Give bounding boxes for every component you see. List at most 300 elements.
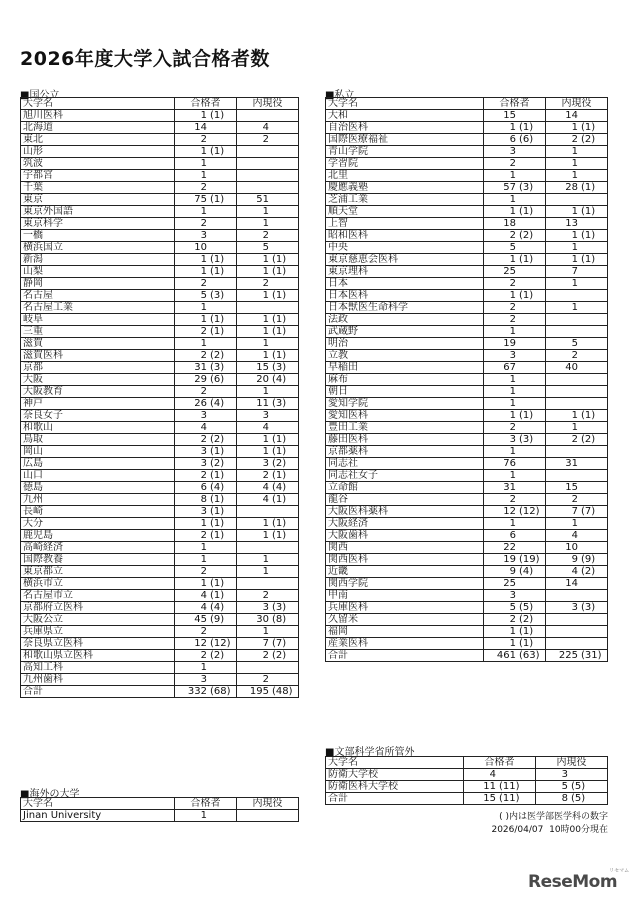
passed-count: 1 [200,266,207,277]
passed-count: 1 [200,158,207,169]
passed-count: 1 [200,254,207,265]
passed-cell [484,578,546,590]
university-name: 龍谷 [326,494,484,506]
passed-count: 2 [200,326,207,337]
passed-medical-count: (11) [499,793,520,804]
table-row [21,410,299,422]
enrolled-medical-count: (1) [272,326,287,337]
enrolled-cell [237,314,299,326]
university-name: 名古屋工業 [21,302,175,314]
enrolled-medical-count: (7) [581,506,596,517]
table-row [21,206,299,218]
passed-medical-count: (68) [210,686,231,697]
university-name: 同志社 [326,458,484,470]
university-name: 横浜市立 [21,578,175,590]
enrolled-cell [546,182,608,194]
enrolled-count: 7 [571,266,578,277]
university-name: 和歌山 [21,422,175,434]
passed-medical-count: (3) [519,434,534,445]
enrolled-medical-count: (8) [272,614,287,625]
table-row [326,626,608,638]
table-row [21,590,299,602]
enrolled-medical-count: (4) [272,482,287,493]
university-name: 関西医科 [326,554,484,566]
header-enrolled: 内現役 [237,98,299,110]
passed-cell [484,182,546,194]
enrolled-cell [237,578,299,590]
resemom-logo [528,868,630,892]
passed-medical-count: (3) [210,290,225,301]
enrolled-cell [237,810,299,822]
enrolled-count: 1 [262,446,269,457]
table-row [21,158,299,170]
passed-count: 25 [503,578,516,589]
enrolled-medical-count: (1) [272,518,287,529]
note-timestamp [491,824,608,837]
enrolled-count: 2 [571,494,578,505]
enrolled-cell [546,326,608,338]
passed-medical-count: (1) [210,110,225,121]
enrolled-count: 10 [565,542,578,553]
enrolled-count: 1 [262,266,269,277]
passed-cell [175,422,237,434]
enrolled-count: 1 [262,254,269,265]
enrolled-cell [546,362,608,374]
enrolled-cell [237,590,299,602]
table-row [326,290,608,302]
table-row [21,182,299,194]
table-row [326,506,608,518]
university-name: 高知工科 [21,662,175,674]
table-row [21,146,299,158]
passed-medical-count: (1) [210,578,225,589]
passed-cell [484,110,546,122]
logo-text: ReseMom [528,872,618,892]
passed-count: 45 [194,614,207,625]
table-row [21,314,299,326]
passed-count: 12 [194,638,207,649]
passed-cell [484,482,546,494]
university-name: 青山学院 [326,146,484,158]
university-name: 横浜国立 [21,242,175,254]
passed-cell [175,458,237,470]
passed-count: 2 [509,302,516,313]
passed-count: 3 [509,350,516,361]
table-row [326,134,608,146]
enrolled-cell [546,482,608,494]
enrolled-count: 14 [565,110,578,121]
passed-cell [175,542,237,554]
passed-cell [484,554,546,566]
enrolled-cell [237,398,299,410]
passed-cell [175,482,237,494]
university-name: 大阪教育 [21,386,175,398]
university-name: 筑波 [21,158,175,170]
table-row [21,614,299,626]
table-row [21,458,299,470]
enrolled-cell [237,182,299,194]
page-title: 2026年度大学入試合格者数 [20,48,270,70]
enrolled-medical-count: (1) [581,254,596,265]
enrolled-count: 1 [262,518,269,529]
passed-cell [175,674,237,686]
enrolled-cell [237,326,299,338]
table-row [326,266,608,278]
table-row [326,314,608,326]
table-row [326,338,608,350]
enrolled-medical-count: (5) [571,793,586,804]
header-university: 大学名 [326,98,484,110]
passed-cell [484,302,546,314]
enrolled-cell [546,434,608,446]
table-row [21,374,299,386]
passed-medical-count: (12) [210,638,231,649]
university-name: 名古屋 [21,290,175,302]
table-row [326,602,608,614]
logo-kana: リセマム [609,868,630,874]
table-row [21,110,299,122]
national-table [20,97,299,698]
table-row [326,278,608,290]
enrolled-medical-count: (1) [272,290,287,301]
passed-cell [175,810,237,822]
passed-count: 26 [194,398,207,409]
table-row [21,122,299,134]
enrolled-cell [546,506,608,518]
enrolled-cell [237,554,299,566]
university-name: 九州 [21,494,175,506]
enrolled-count: 2 [262,278,269,289]
enrolled-cell [546,110,608,122]
section-mext-label: ■文部科学省所管外 [325,747,415,758]
passed-medical-count: (2) [519,230,534,241]
passed-cell [175,590,237,602]
passed-count: 1 [509,122,516,133]
enrolled-count: 9 [571,554,578,565]
enrolled-count: 4 [262,422,269,433]
university-name: 武蔵野 [326,326,484,338]
table-row [21,338,299,350]
enrolled-cell [546,470,608,482]
passed-medical-count: (6) [519,134,534,145]
passed-count: 2 [200,182,207,193]
enrolled-cell [237,266,299,278]
passed-count: 3 [509,146,516,157]
passed-count: 3 [200,410,207,421]
passed-count: 1 [200,662,207,673]
passed-cell [484,290,546,302]
enrolled-cell [237,110,299,122]
passed-cell [175,602,237,614]
passed-cell [175,122,237,134]
table-row [21,170,299,182]
table-row [326,638,608,650]
table-row [21,810,299,822]
enrolled-count: 15 [256,362,269,373]
university-name: 兵庫医科 [326,602,484,614]
passed-medical-count: (1) [210,494,225,505]
passed-cell [484,470,546,482]
enrolled-count: 1 [262,350,269,361]
passed-cell [175,254,237,266]
header-university: 大学名 [21,98,175,110]
enrolled-cell [237,434,299,446]
table-row [326,769,608,781]
enrolled-cell [546,554,608,566]
university-name: 東北 [21,134,175,146]
enrolled-count: 1 [571,170,578,181]
passed-cell [484,170,546,182]
enrolled-medical-count: (3) [272,362,287,373]
passed-cell [175,446,237,458]
passed-cell [175,578,237,590]
university-name: 愛知医科 [326,410,484,422]
passed-medical-count: (12) [519,506,540,517]
university-name: 明治 [326,338,484,350]
passed-cell [484,158,546,170]
enrolled-count: 51 [256,194,269,205]
enrolled-count: 11 [256,398,269,409]
enrolled-cell [237,374,299,386]
passed-cell [484,506,546,518]
enrolled-cell [237,338,299,350]
passed-medical-count: (1) [519,206,534,217]
enrolled-count: 1 [262,218,269,229]
table-row [21,506,299,518]
passed-count: 5 [509,242,516,253]
enrolled-count: 1 [262,626,269,637]
passed-cell [484,614,546,626]
enrolled-count: 2 [262,650,269,661]
university-name: 岡山 [21,446,175,458]
enrolled-cell [546,446,608,458]
passed-medical-count: (1) [519,626,534,637]
table-row [21,254,299,266]
total-row [326,793,608,805]
university-name: 大阪 [21,374,175,386]
passed-count: 76 [503,458,516,469]
passed-count: 1 [509,398,516,409]
enrolled-cell [546,614,608,626]
table-row [326,146,608,158]
university-name: 京都薬科 [326,446,484,458]
enrolled-count: 3 [262,602,269,613]
enrolled-cell [546,410,608,422]
enrolled-count: 4 [262,122,269,133]
table-row [21,362,299,374]
enrolled-cell [546,194,608,206]
note-time: 10時00分現在 [549,825,608,835]
table-row [326,554,608,566]
passed-cell [175,278,237,290]
university-name: 中央 [326,242,484,254]
enrolled-count: 1 [262,206,269,217]
university-name: 愛知学院 [326,398,484,410]
enrolled-medical-count: (1) [272,314,287,325]
enrolled-count: 3 [561,769,568,780]
passed-medical-count: (19) [519,554,540,565]
enrolled-cell [237,614,299,626]
private-table [325,97,608,662]
header-passed: 合格者 [175,98,237,110]
passed-count: 2 [509,230,516,241]
passed-count: 461 [496,650,516,661]
table-row [21,230,299,242]
passed-cell [484,530,546,542]
enrolled-medical-count: (2) [272,458,287,469]
university-name: 大阪経済 [326,518,484,530]
passed-count: 1 [509,170,516,181]
passed-cell [175,470,237,482]
passed-count: 1 [509,206,516,217]
enrolled-count: 5 [571,338,578,349]
passed-cell [484,326,546,338]
passed-cell [484,566,546,578]
passed-medical-count: (1) [210,326,225,337]
enrolled-count: 4 [262,482,269,493]
passed-count: 6 [200,482,207,493]
header-enrolled: 内現役 [546,98,608,110]
table-row [21,134,299,146]
university-name: 三重 [21,326,175,338]
table-row [21,386,299,398]
passed-count: 332 [187,686,207,697]
passed-count: 1 [509,410,516,421]
table-row [21,554,299,566]
enrolled-cell [237,122,299,134]
enrolled-count: 1 [262,554,269,565]
passed-count: 2 [200,218,207,229]
table-row [21,662,299,674]
passed-cell [175,110,237,122]
passed-medical-count: (1) [210,194,225,205]
passed-medical-count: (1) [210,506,225,517]
passed-cell [484,434,546,446]
passed-medical-count: (9) [210,614,225,625]
passed-medical-count: (3) [210,362,225,373]
passed-cell [175,410,237,422]
enrolled-medical-count: (1) [581,230,596,241]
enrolled-medical-count: (3) [581,602,596,613]
enrolled-cell [546,158,608,170]
table-row [21,326,299,338]
enrolled-cell [546,338,608,350]
passed-count: 2 [509,278,516,289]
enrolled-count: 2 [571,434,578,445]
university-name: 東京 [21,194,175,206]
passed-count: 8 [200,494,207,505]
university-name: 大阪歯科 [326,530,484,542]
table-row [326,566,608,578]
university-name: 芝浦工業 [326,194,484,206]
passed-count: 2 [200,350,207,361]
enrolled-cell [546,314,608,326]
table-row [326,410,608,422]
passed-count: 12 [503,506,516,517]
enrolled-count: 1 [571,302,578,313]
enrolled-count: 1 [262,530,269,541]
table-row [326,446,608,458]
passed-medical-count: (1) [210,518,225,529]
passed-cell [175,302,237,314]
university-name: 防衛医科大学校 [326,781,464,793]
passed-count: 29 [194,374,207,385]
passed-cell [484,458,546,470]
table-row [326,530,608,542]
enrolled-cell [237,662,299,674]
university-name: 名古屋市立 [21,590,175,602]
university-name: 立教 [326,350,484,362]
enrolled-medical-count: (2) [581,134,596,145]
passed-count: 5 [200,290,207,301]
passed-medical-count: (5) [519,602,534,613]
enrolled-cell [546,494,608,506]
passed-count: 31 [503,482,516,493]
enrolled-count: 2 [262,134,269,145]
total-row [21,686,299,698]
table-row [326,230,608,242]
enrolled-cell [546,590,608,602]
university-name: 法政 [326,314,484,326]
table-row [326,110,608,122]
passed-count: 19 [503,338,516,349]
passed-medical-count: (2) [210,434,225,445]
passed-count: 14 [194,122,207,133]
passed-count: 15 [483,793,496,804]
header-university: 大学名 [21,798,175,810]
enrolled-count: 5 [262,242,269,253]
university-name: 北海道 [21,122,175,134]
passed-count: 1 [200,110,207,121]
enrolled-count: 1 [571,278,578,289]
passed-cell [484,314,546,326]
enrolled-cell [237,350,299,362]
university-name: 岐阜 [21,314,175,326]
university-name: 鳥取 [21,434,175,446]
total-row [326,650,608,662]
header-row [21,798,299,810]
passed-count: 1 [200,542,207,553]
enrolled-cell [546,134,608,146]
university-name: 大阪医科薬科 [326,506,484,518]
university-name: 山口 [21,470,175,482]
enrolled-count: 5 [561,781,568,792]
passed-count: 1 [509,470,516,481]
enrolled-count: 2 [571,134,578,145]
university-name: 上智 [326,218,484,230]
passed-medical-count: (4) [519,566,534,577]
passed-cell [484,122,546,134]
passed-cell [175,566,237,578]
university-name: 東京科学 [21,218,175,230]
enrolled-cell [237,290,299,302]
enrolled-medical-count: (2) [581,566,596,577]
enrolled-medical-count: (2) [581,434,596,445]
passed-count: 4 [200,590,207,601]
enrolled-cell [546,626,608,638]
passed-count: 3 [509,590,516,601]
passed-medical-count: (6) [210,374,225,385]
passed-count: 22 [503,542,516,553]
enrolled-medical-count: (2) [272,650,287,661]
enrolled-cell [546,254,608,266]
table-row [326,194,608,206]
passed-cell [484,386,546,398]
passed-medical-count: (2) [519,614,534,625]
table-row [326,398,608,410]
enrolled-medical-count: (9) [581,554,596,565]
passed-cell [484,230,546,242]
